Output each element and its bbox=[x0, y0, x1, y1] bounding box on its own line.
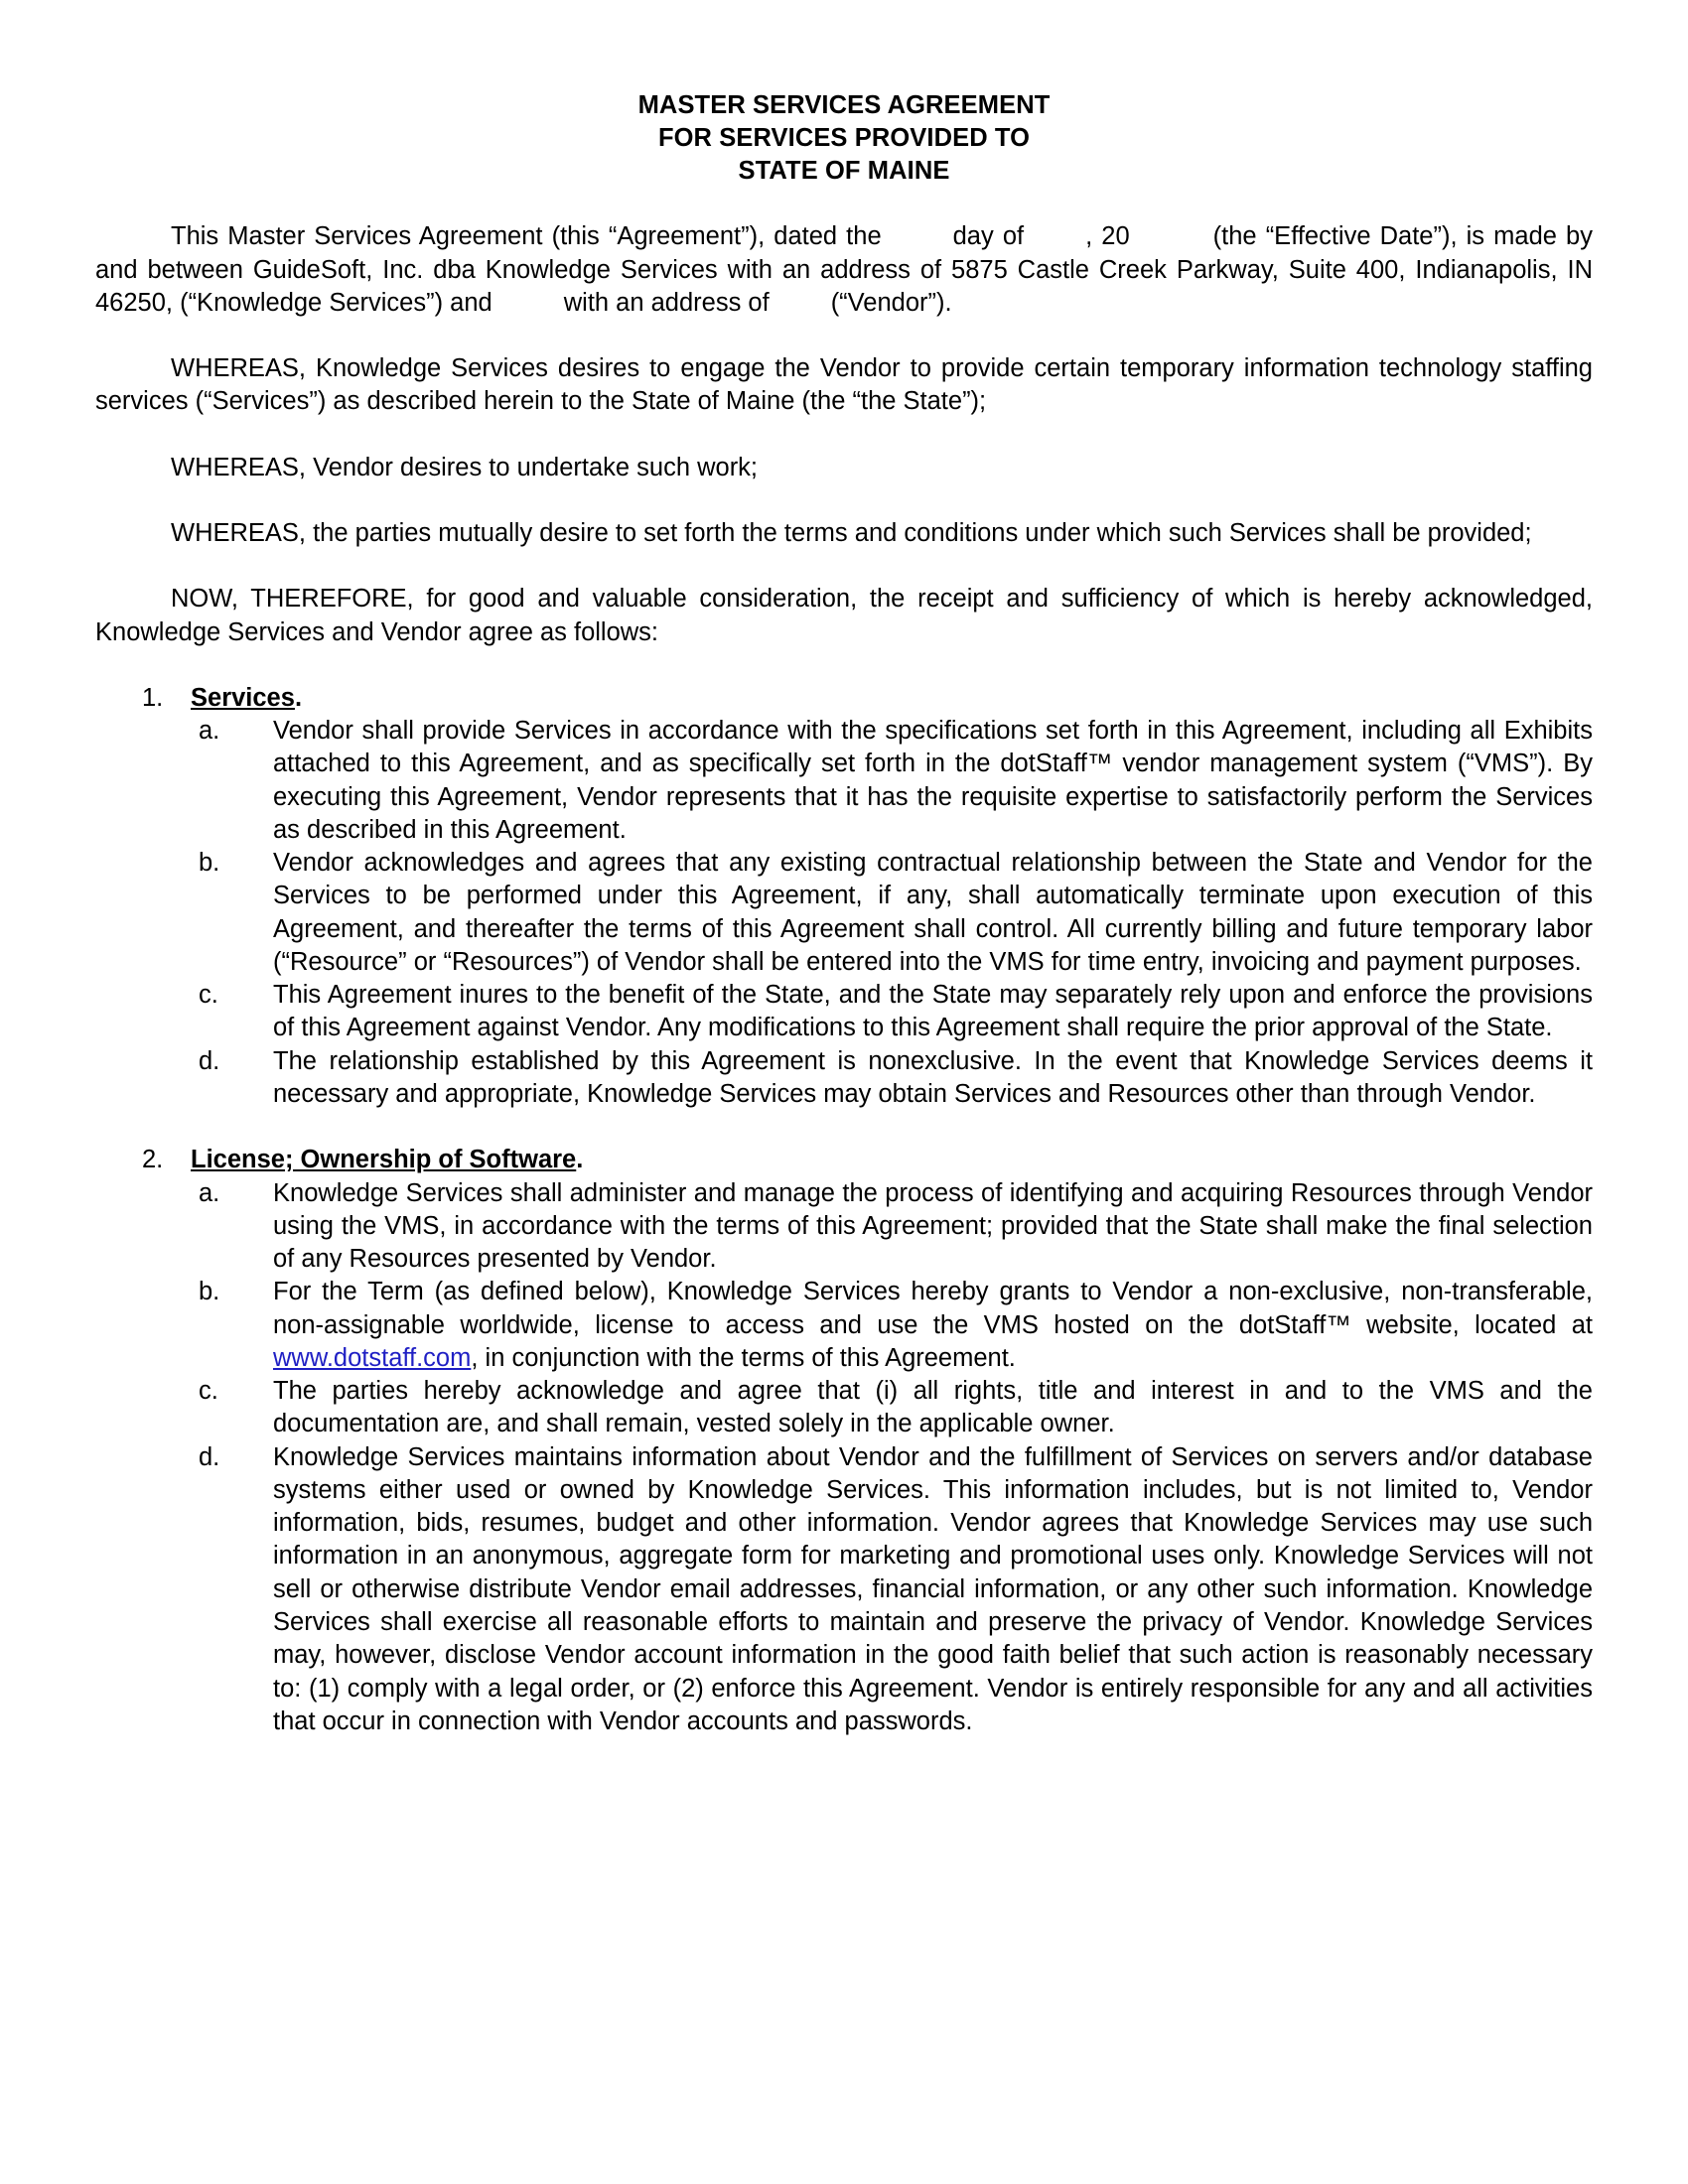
section-2-heading-row bbox=[191, 1144, 1593, 1176]
spacer bbox=[95, 484, 1593, 517]
recital-1: WHEREAS, Knowledge Services desires to engage the Vendor to provide certain temporary information technology staffing services (“Services”) as described herein to the State of Maine (the “the State”); bbox=[95, 354, 1593, 416]
item-text: This Agreement inures to the benefit of the State, and the State may separately rely upon and enforce the provisions of this Agreement against Vendor. Any modifications to this Agreement shall require the prior approval of the State. bbox=[273, 981, 1593, 1042]
preamble-paragraph bbox=[95, 220, 1593, 320]
recital-4: NOW, THEREFORE, for good and valuable consideration, the receipt and sufficiency of which is hereby acknowledged, Knowledge Services and Vendor agree as follows: bbox=[95, 585, 1593, 646]
list-item bbox=[191, 1375, 1593, 1441]
preamble-text-2: day of bbox=[952, 222, 1025, 251]
list-item bbox=[191, 1276, 1593, 1375]
item-marker: c. bbox=[199, 981, 218, 1010]
item-marker: b. bbox=[199, 849, 220, 878]
list-item bbox=[191, 715, 1593, 847]
item-text: The relationship established by this Agreement is nonexclusive. In the event that Knowledge Services deems it necessary and appropriate, Knowledge Services may obtain Services and Resources other than through Vendor. bbox=[273, 1046, 1593, 1108]
document-title bbox=[95, 89, 1593, 188]
list-item bbox=[191, 1177, 1593, 1277]
document-body bbox=[95, 89, 1593, 1738]
list-item bbox=[191, 847, 1593, 979]
item-text-after-link: , in conjunction with the terms of this Agreement. bbox=[471, 1343, 1016, 1372]
item-marker: a. bbox=[199, 717, 220, 746]
section-1 bbox=[95, 682, 1593, 1111]
item-text-before-link: For the Term (as defined below), Knowledge Services hereby grants to Vendor a non-exclusive, non-transferable, non-assignable worldwide, license to access and use the VMS hosted on the dotStaff™ website, located at bbox=[273, 1278, 1593, 1339]
item-text: Knowledge Services maintains information about Vendor and the fulfillment of Services on servers and/or database systems either used or owned by Knowledge Services. This information includes, but is not limited to, Vendor information, bids, resumes, budget and other information. Vendor agrees that Knowledge Services may use such information in an anonymous, aggregate form for marketing and promotional uses only. Knowledge Services will not sell or otherwise distribute Vendor email addresses, financial information, or any other such information. Knowledge Services shall exercise all reasonable efforts to maintain and preserve the privacy of Vendor. Knowledge Services may, however, disclose Vendor account information in the good faith belief that such action is reasonably necessary to: (1) comply with a legal order, or (2) enforce this Agreement. Vendor is entirely responsible for any and all activities that occur in connection with Vendor accounts and passwords. bbox=[273, 1442, 1593, 1735]
preamble-text-5: with an address of bbox=[563, 288, 770, 317]
item-marker: b. bbox=[199, 1278, 220, 1306]
preamble-text-6: (“Vendor”). bbox=[830, 288, 952, 317]
title-line-3: STATE OF MAINE bbox=[738, 157, 950, 186]
spacer bbox=[95, 320, 1593, 352]
title-line-2: FOR SERVICES PROVIDED TO bbox=[657, 124, 1031, 153]
title-line-1: MASTER SERVICES AGREEMENT bbox=[637, 91, 1051, 119]
section-2-heading-period: . bbox=[576, 1146, 584, 1174]
section-2-number: 2. bbox=[142, 1146, 164, 1174]
item-text: Vendor shall provide Services in accordance with the specifications set forth in this Agreement, including all Exhibits attached to this Agreement, and as specifically set forth in the dotStaff™ vendor management system (“VMS”). By executing this Agreement, Vendor represents that it has the requisite expertise to satisfactorily perform the Services as described in this Agreement. bbox=[273, 717, 1593, 844]
preamble-text-1: This Master Services Agreement (this “Agreement”), dated the bbox=[171, 222, 882, 251]
section-1-heading-period: . bbox=[294, 683, 303, 712]
item-marker: d. bbox=[199, 1442, 220, 1471]
item-text: The parties hereby acknowledge and agree that (i) all rights, title and interest in and to the VMS and the documentation are, and shall remain, vested solely in the applicable owner. bbox=[273, 1377, 1593, 1438]
list-item bbox=[191, 979, 1593, 1045]
list-item bbox=[191, 1045, 1593, 1112]
section-1-heading-row bbox=[191, 682, 1593, 715]
spacer bbox=[95, 419, 1593, 452]
item-text: Knowledge Services shall administer and manage the process of identifying and acquiring Resources through Vendor using the VMS, in accordance with the terms of this Agreement; provided that the State shall make the final selection of any Resources presented by Vendor. bbox=[273, 1178, 1593, 1274]
spacer bbox=[95, 188, 1593, 220]
section-1-items bbox=[191, 715, 1593, 1111]
item-marker: d. bbox=[199, 1046, 220, 1075]
item-marker: c. bbox=[199, 1377, 218, 1406]
preamble-text-3: , 20 bbox=[1085, 222, 1130, 251]
section-2-items bbox=[191, 1177, 1593, 1739]
recital-3: WHEREAS, the parties mutually desire to set forth the terms and conditions under which such Services shall be provided; bbox=[171, 519, 1532, 548]
spacer bbox=[95, 649, 1593, 682]
sections-list bbox=[95, 682, 1593, 1738]
spacer bbox=[95, 550, 1593, 583]
section-2 bbox=[95, 1144, 1593, 1738]
section-1-heading: Services bbox=[191, 683, 295, 712]
recital-2: WHEREAS, Vendor desires to undertake such work; bbox=[171, 453, 759, 481]
list-item bbox=[191, 1441, 1593, 1738]
item-text: Vendor acknowledges and agrees that any existing contractual relationship between the State and Vendor for the Services to be performed under this Agreement, if any, shall automatically terminate upon execution of this Agreement, and thereafter the terms of this Agreement shall control. All currently billing and future temporary labor (“Resource” or “Resources”) of Vendor shall be entered into the VMS for time entry, invoicing and payment purposes. bbox=[273, 849, 1593, 976]
section-1-number: 1. bbox=[142, 683, 164, 712]
preamble-text-4: (the “Effective Date”), is made by and between GuideSoft, Inc. dba Knowledge Services with an address of 5875 Castle Creek Parkway, Suite 400, Indianapolis, IN 46250, (“Knowledge Services”) and bbox=[95, 222, 1593, 317]
section-2-heading: License; Ownership of Software bbox=[191, 1146, 577, 1174]
item-marker: a. bbox=[199, 1178, 220, 1207]
dotstaff-website-link[interactable]: www.dotstaff.com bbox=[273, 1343, 472, 1372]
spacer bbox=[95, 1111, 1593, 1144]
